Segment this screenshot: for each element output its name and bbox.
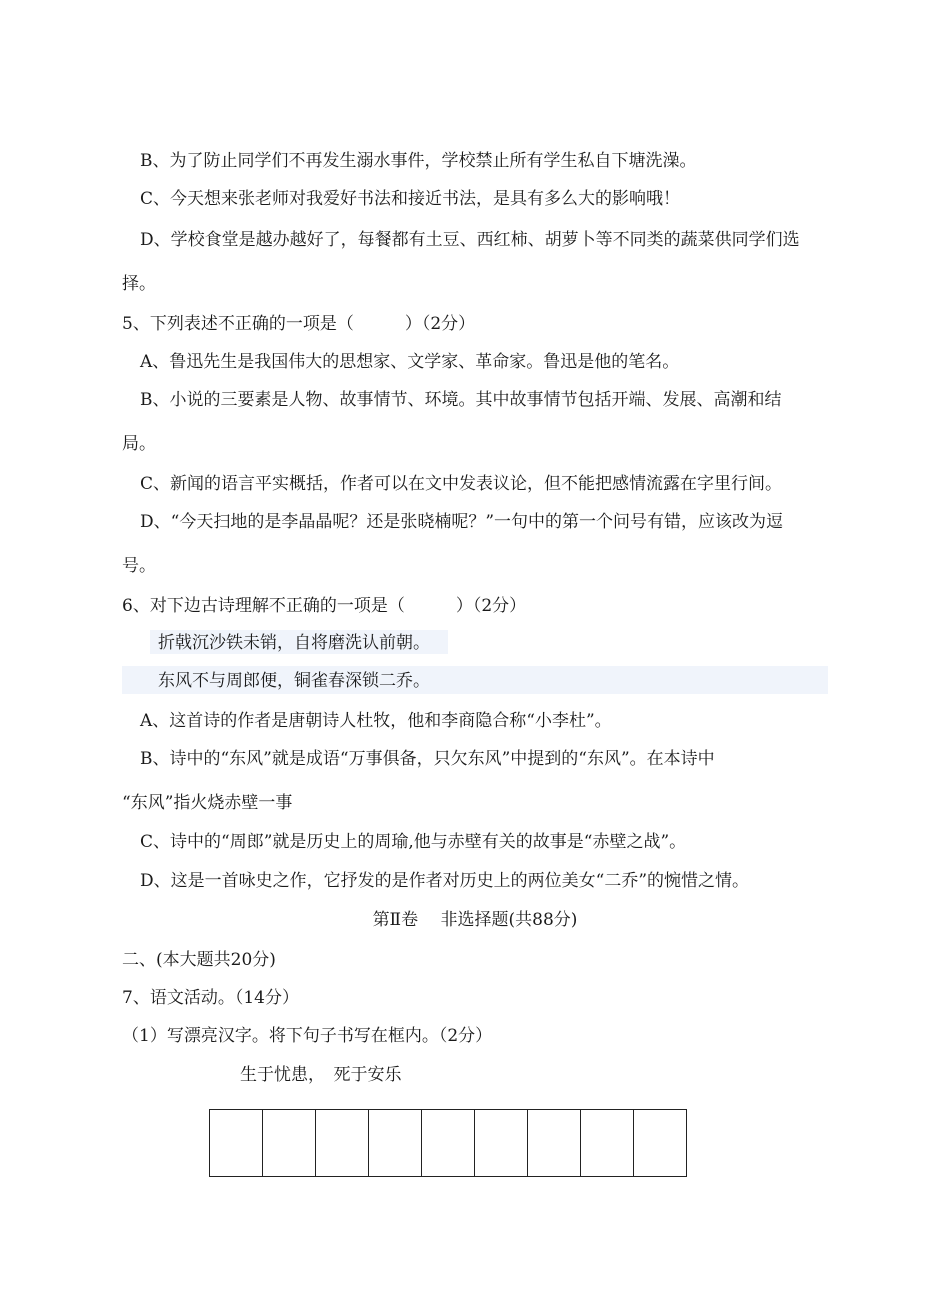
q6-option-b: B、诗中的“东风”就是成语“万事俱备，只欠东风”中提到的“东风”。在本诗中 bbox=[140, 749, 715, 769]
question-6: 6、对下边古诗理解不正确的一项是（ ）（2分） bbox=[122, 596, 527, 616]
part-2-heading: 第Ⅱ卷 非选择题(共88分) bbox=[372, 910, 578, 930]
q6-option-c: C、诗中的“周郎”就是历史上的周瑜,他与赤壁有关的故事是“赤壁之战”。 bbox=[140, 832, 687, 852]
poem-line-2: 东风不与周郎便，铜雀春深锁二乔。 bbox=[158, 671, 430, 691]
q6-option-a: A、这首诗的作者是唐朝诗人杜牧，他和李商隐合称“小李杜”。 bbox=[140, 711, 612, 731]
writing-cell bbox=[475, 1110, 528, 1176]
question-7-1: （1）写漂亮汉字。将下句子书写在框内。（2分） bbox=[122, 1026, 493, 1046]
writing-cell bbox=[581, 1110, 634, 1176]
writing-sentence: 生于忧患， 死于安乐 bbox=[240, 1065, 402, 1085]
q5-option-d-cont: 号。 bbox=[122, 556, 156, 576]
q5-option-a: A、鲁迅先生是我国伟大的思想家、文学家、革命家。鲁迅是他的笔名。 bbox=[140, 352, 680, 372]
writing-cell bbox=[210, 1110, 263, 1176]
question-7: 7、语文活动。（14分） bbox=[122, 988, 299, 1008]
q5-option-b: B、小说的三要素是人物、故事情节、环境。其中故事情节包括开端、发展、高潮和结 bbox=[140, 390, 782, 410]
q5-option-c: C、新闻的语言平实概括，作者可以在文中发表议论，但不能把感情流露在字里行间。 bbox=[140, 474, 783, 494]
writing-cell bbox=[369, 1110, 422, 1176]
writing-grid bbox=[209, 1109, 687, 1177]
q6-option-d: D、这是一首咏史之作，它抒发的是作者对历史上的两位美女“二乔”的惋惜之情。 bbox=[140, 871, 750, 891]
q5-option-b-cont: 局。 bbox=[122, 434, 156, 454]
writing-cell bbox=[422, 1110, 475, 1176]
writing-cell bbox=[634, 1110, 687, 1176]
section-2-heading: 二、(本大题共20分) bbox=[122, 950, 276, 970]
question-5: 5、下列表述不正确的一项是（ ）（2分） bbox=[122, 314, 476, 334]
q6-option-b-cont: “东风”指火烧赤壁一事 bbox=[122, 793, 293, 813]
q4-option-d-cont: 择。 bbox=[122, 274, 156, 294]
writing-cell bbox=[316, 1110, 369, 1176]
q4-option-d: D、学校食堂是越办越好了，每餐都有土豆、西红柿、胡萝卜等不同类的蔬菜供同学们选 bbox=[140, 230, 800, 250]
poem-line-1: 折戟沉沙铁未销，自将磨洗认前朝。 bbox=[158, 633, 430, 653]
q5-option-d: D、“今天扫地的是李晶晶呢？还是张晓楠呢？”一句中的第一个问号有错，应该改为逗 bbox=[140, 512, 784, 532]
writing-cell bbox=[263, 1110, 316, 1176]
q4-option-b: B、为了防止同学们不再发生溺水事件，学校禁止所有学生私自下塘洗澡。 bbox=[140, 151, 697, 171]
q4-option-c: C、今天想来张老师对我爱好书法和接近书法，是具有多么大的影响哦！ bbox=[140, 189, 681, 209]
writing-cell bbox=[528, 1110, 581, 1176]
